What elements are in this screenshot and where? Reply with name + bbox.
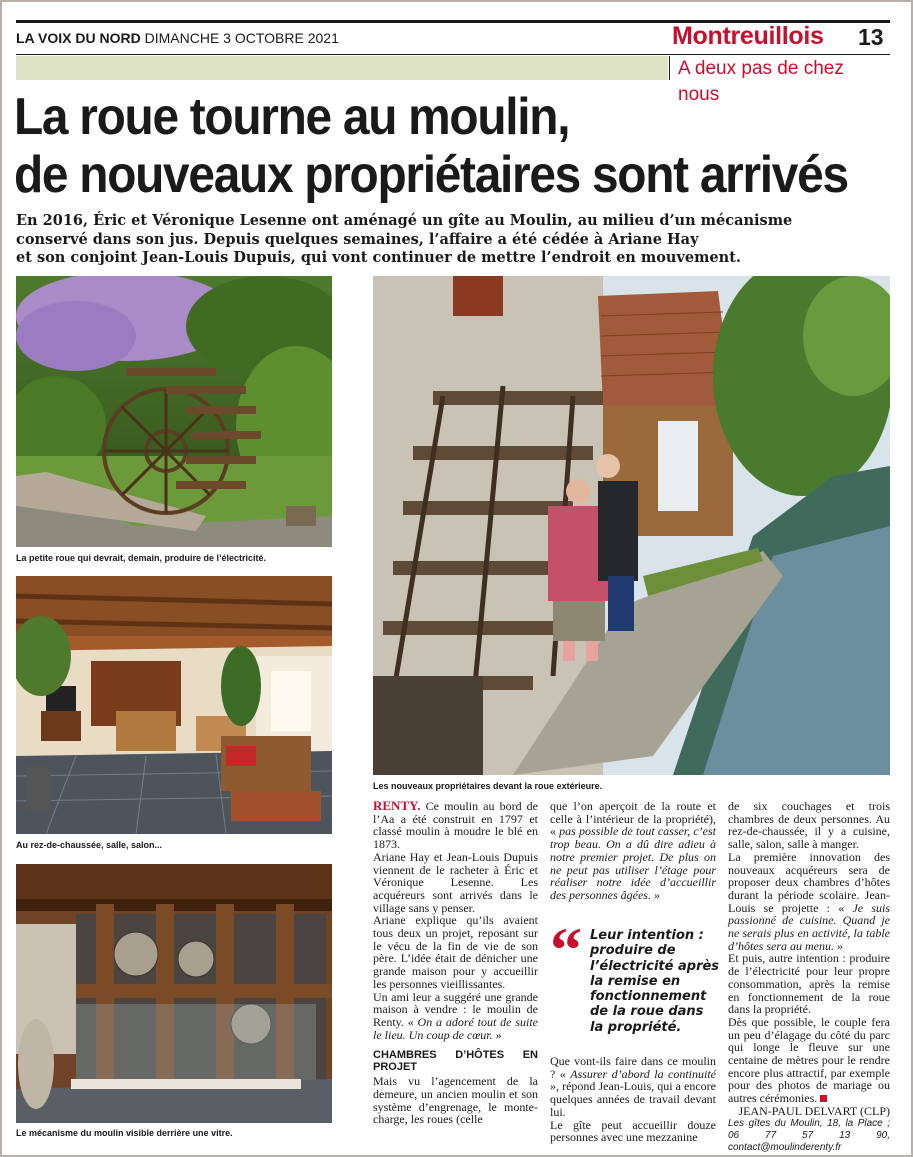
intertitle: CHAMBRES D’HÔTES EN PROJET <box>373 1049 538 1073</box>
col2-para-1-b: » <box>650 887 660 902</box>
owners-illustration <box>373 276 890 775</box>
garden-wheel-illustration <box>16 276 332 547</box>
col3-para-2 <box>728 851 890 953</box>
section-title: Montreuillois <box>672 22 824 50</box>
headline-line-1: La roue tourne au moulin, <box>14 88 570 146</box>
col1-para-3: Ariane explique qu’ils avaient tous deux un projet, reposant sur le vécu de la fin de vie de son père. L’idée était de dénicher une grande maison pour y accueillir les personnes vieillissantes. <box>373 913 538 991</box>
caption-mechanism: Le mécanisme du moulin visible derrière une vitre. <box>16 1128 233 1138</box>
issue-date: DIMANCHE 3 OCTOBRE 2021 <box>144 30 339 46</box>
header-rule <box>16 54 890 55</box>
col3-para-3: Et puis, autre intention : produire de l’électricité pour leur propre consommation, après la remise en fonctionnement de la roue dans la propriété. <box>728 951 890 1017</box>
photo-mechanism <box>16 864 332 1123</box>
col1-para-4-quote: On a adoré tout de suite le lieu. Un coup de cœur. <box>373 1014 538 1042</box>
col3-para-4-text: Dès que possible, le couple fera un peu d’élagage du côté du parc qui longe le fleuve sur une centaine de mètres pour le rendre encore plus attractif, par exemple pour des photos de mariage ou autres cérémonies. <box>728 1014 890 1106</box>
quote-mark-icon: “ <box>550 914 582 985</box>
body-column-3 <box>728 800 890 1154</box>
standfirst-line-2: conservé dans son jus. Depuis quelques semaines, l’affaire a été cédée à Ariane Hay <box>16 230 699 248</box>
caption-garden-wheel: La petite roue qui devrait, demain, produire de l’électricité. <box>16 553 267 563</box>
col1-para-4-a: Un ami leur a suggéré une grande maison à vendre : le moulin de Renty. « <box>373 989 538 1029</box>
col1-para-4 <box>373 991 538 1042</box>
col2-para-2 <box>550 1055 716 1119</box>
photo-owners <box>373 276 890 775</box>
caption-owners: Les nouveaux propriétaires devant la roue extérieure. <box>373 781 603 791</box>
body-column-2-bottom <box>550 1055 716 1144</box>
photo-garden-wheel <box>16 276 332 547</box>
contact-info: Les gîtes du Moulin, 18, la Place ; 06 77 57 13 90, contact@moulinderenty.fr <box>728 1117 890 1153</box>
col2-para-2-b: », répond Jean-Louis, qui a encore quelques années de travail devant lui. <box>550 1079 716 1119</box>
col3-para-2-a: La première innovation des nouveaux acquéreurs sera de proposer deux chambres d’hôtes durant la période scolaire. Jean-Louis se projette : « <box>728 849 890 915</box>
col2-para-3: Le gîte peut accueillir douze personnes avec une mezzanine <box>550 1117 716 1145</box>
mechanism-illustration <box>16 864 332 1123</box>
body-column-2 <box>550 800 716 902</box>
masthead <box>16 30 339 46</box>
standfirst <box>16 212 793 268</box>
headline <box>14 88 848 204</box>
col3-para-1: de six couchages et trois chambres de deux personnes. Au rez-de-chaussée, il y a cuisine, salle, salon, salle à manger. <box>728 799 890 852</box>
col2-para-2-quote: Assurer d’abord la continuité <box>570 1066 717 1081</box>
col1-para-2: Ariane Hay et Jean-Louis Dupuis viennent de le racheter à Éric et Véronique Lesenne. Les acquéreurs sont arrivés dans le village sans y penser. <box>373 849 538 915</box>
col2-para-1 <box>550 800 716 902</box>
end-mark-icon <box>820 1095 827 1102</box>
standfirst-line-1: En 2016, Éric et Véronique Lesenne ont aménagé un gîte au Moulin, au milieu d’un mécanisme <box>16 212 793 229</box>
caption-salon: Au rez-de-chaussée, salle, salon... <box>16 840 163 850</box>
col3-para-2-b: » <box>833 938 843 953</box>
pull-quote-text: Leur intention : produire de l’électricité après la remise en fonctionnement de la roue dans la propriété. <box>590 928 720 1035</box>
header-band <box>16 56 668 80</box>
col1-para-5: Mais vu l’agencement de la demeure, un ancien moulin et son système d’engrenage, le monte-charge, les roues (celle <box>373 1074 538 1127</box>
body-column-1 <box>373 800 538 1126</box>
page-number: 13 <box>858 24 884 50</box>
dateline: RENTY. <box>373 798 421 813</box>
standfirst-line-3: et son conjoint Jean-Louis Dupuis, qui vont continuer de mettre l’endroit en mouvement. <box>16 249 741 266</box>
paper-name: LA VOIX DU NORD <box>16 30 141 46</box>
byline: JEAN-PAUL DELVART (CLP) <box>738 1103 890 1118</box>
col2-para-1-a: que l’on aperçoit de la route et celle à l’intérieur de la propriété), « <box>550 799 716 839</box>
col3-para-4 <box>728 1016 890 1105</box>
headline-line-2: de nouveaux propriétaires sont arrivés <box>14 146 848 204</box>
salon-illustration <box>16 576 332 834</box>
col1-para-4-b: » <box>492 1027 502 1042</box>
pull-quote <box>550 914 720 1035</box>
section-tagline: A deux pas de chez nous <box>669 56 890 80</box>
photo-salon <box>16 576 332 834</box>
col3-para-2-quote: Je suis passionné de cuisine. Quand je ne serais plus en activité, la table d’hôtes sera au menu. <box>728 900 890 953</box>
col2-para-1-quote: pas possible de tout casser, c’est trop beau. On a dû dire adieu à notre premier projet. De plus on ne peut pas utiliser l’étage pour réaliser notre idée d’accueillir des personnes âgées. <box>550 824 717 902</box>
col1-para-1 <box>373 800 538 851</box>
col2-para-2-a: Que vont-ils faire dans ce moulin ? « <box>550 1054 716 1081</box>
col1-para-1-text: Ce moulin au bord de l’Aa a été construit en 1797 et classé moulin à moudre le blé en 1873. <box>373 799 538 852</box>
